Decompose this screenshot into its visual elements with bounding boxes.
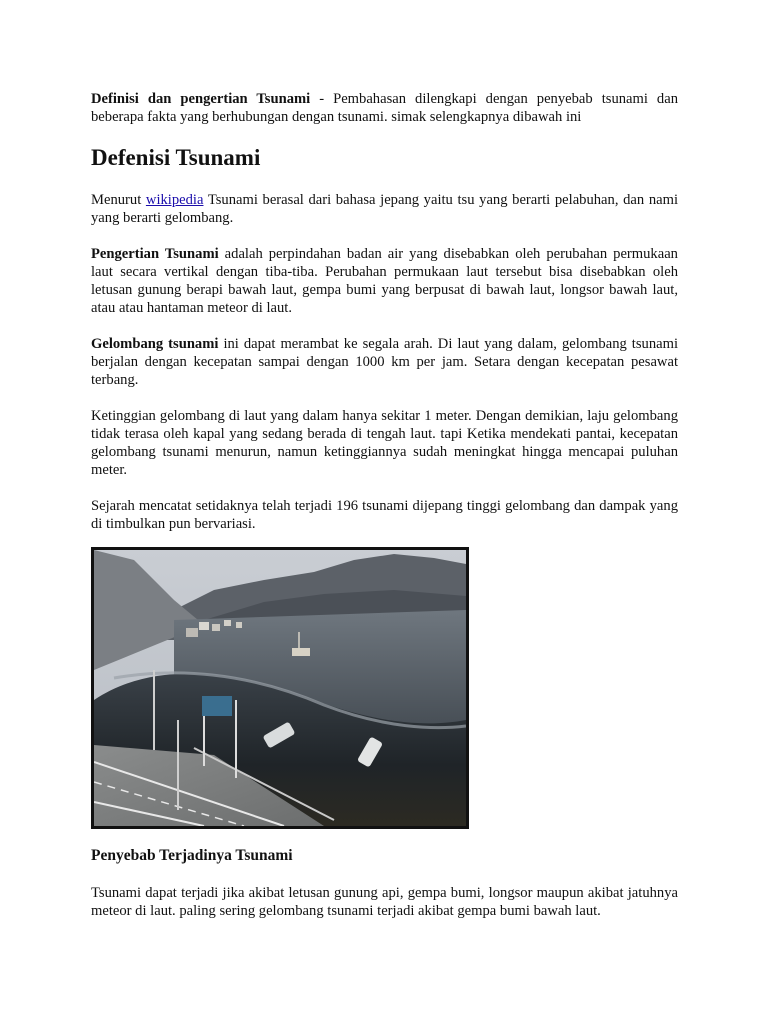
paragraph-gelombang: [91, 335, 678, 389]
para2-bold: Pengertian Tsunami: [91, 246, 219, 262]
intro-bold: Definisi dan pengertian Tsunami: [91, 91, 311, 107]
tsunami-photo-illustration: [94, 550, 466, 826]
wikipedia-link[interactable]: wikipedia: [145, 192, 204, 208]
paragraph-penyebab: Tsunami dapat terjadi jika akibat letusan gunung api, gempa bumi, longsor maupun akibat jatuhnya meteor di laut. paling sering gelombang tsunami terjadi akibat gempa bumi bawah laut.: [91, 885, 678, 919]
paragraph-ketinggian: Ketinggian gelombang di laut yang dalam hanya sekitar 1 meter. Dengan demikian, laju gelombang tidak terasa oleh kapal yang sedang berada di tengah laut. tapi Ketika mendekati pantai, kecepatan gelombang tsunami menurun, namun ketinggiannya sudah meningkat hingga mencapai puluhan meter.: [91, 408, 678, 478]
section-heading-penyebab: Penyebab Terjadinya Tsunami: [91, 847, 293, 864]
intro-text: - Pembahasan dilengkapi dengan penyebab tsunami dan beberapa fakta yang berhubungan dengan tsunami. simak selengkapnya dibawah ini: [91, 91, 678, 125]
paragraph-pengertian: [91, 245, 678, 317]
paragraph-wikipedia: [91, 191, 678, 227]
para1-post: Tsunami berasal dari bahasa jepang yaitu tsu yang berarti pelabuhan, dan nami yang berarti gelombang.: [91, 192, 678, 226]
para1-pre: Menurut: [91, 192, 146, 208]
para2-text: adalah perpindahan badan air yang disebabkan oleh perubahan permukaan laut secara vertikal dengan tiba-tiba. Perubahan permukaan laut tersebut bisa disebabkan oleh letusan gunung berapi bawah laut, gempa bumi yang berpusat di bawah laut, longsor bawah laut, atau atau hantaman meteor di laut.: [91, 246, 678, 316]
para3-bold: Gelombang tsunami: [91, 336, 219, 352]
paragraph-sejarah: Sejarah mencatat setidaknya telah terjadi 196 tsunami dijepang tinggi gelombang dan dampak yang di timbulkan pun bervariasi.: [91, 498, 678, 532]
document-body: [91, 90, 678, 533]
tsunami-photo: [91, 547, 469, 829]
section-heading-definisi: Defenisi Tsunami: [91, 145, 261, 170]
para3-text: ini dapat merambat ke segala arah. Di laut yang dalam, gelombang tsunami berjalan dengan kecepatan sampai dengan 1000 km per jam. Setara dengan kecepatan pesawat terbang.: [91, 336, 679, 388]
intro-paragraph: [91, 90, 678, 126]
